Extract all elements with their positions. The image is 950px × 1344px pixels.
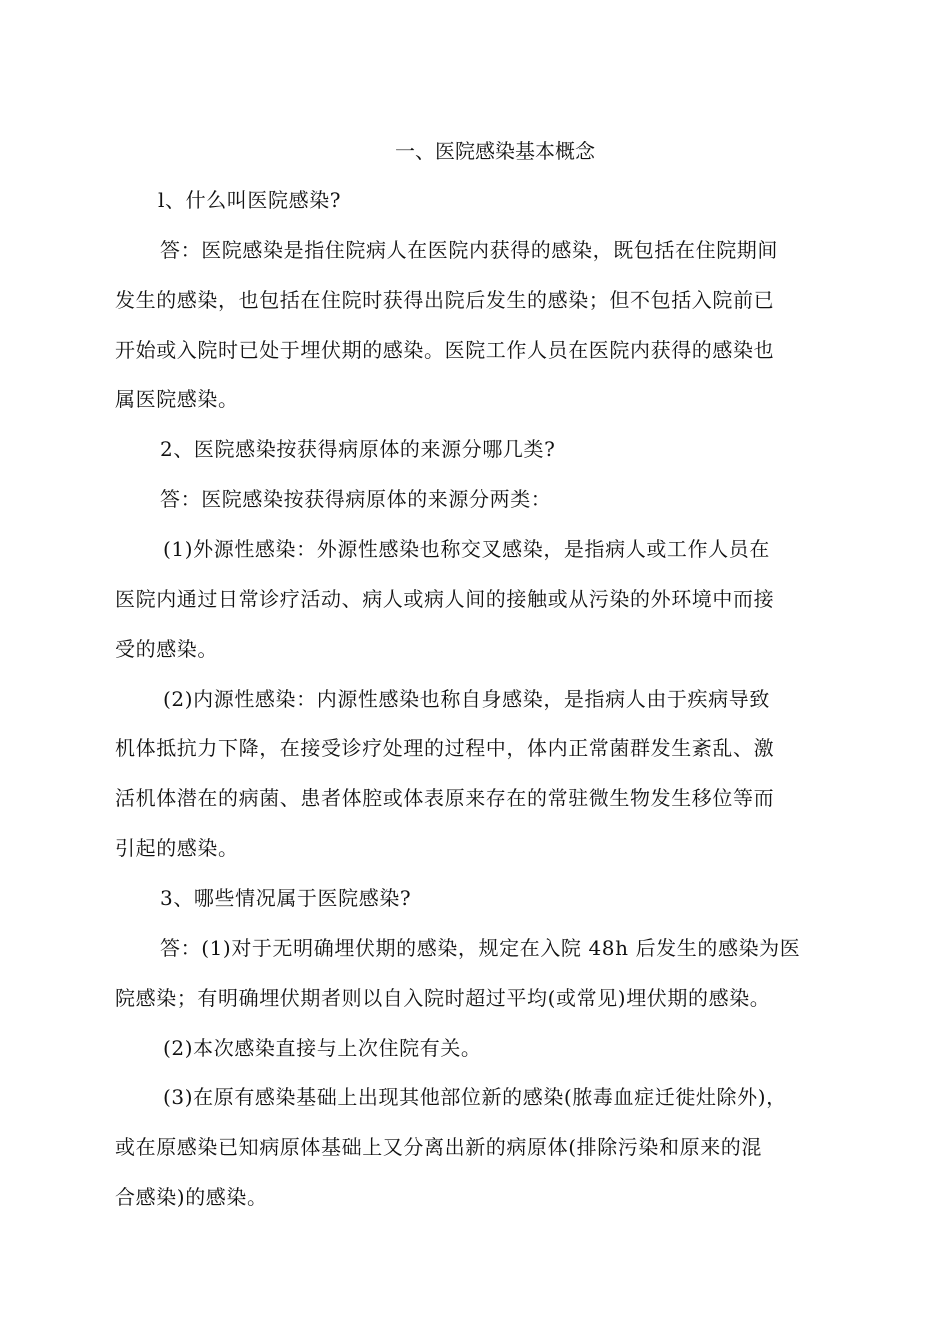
answer-2-item-2-line-3: 活机体潜在的病菌、患者体腔或体表原来存在的常驻微生物发生移位等而 bbox=[115, 786, 775, 810]
answer-2-line-1: 答：医院感染按获得病原体的来源分两类： bbox=[160, 487, 552, 511]
question-3: 3、哪些情况属于医院感染? bbox=[160, 886, 412, 910]
page-title: 一、医院感染基本概念 bbox=[395, 139, 595, 163]
answer-3-item-3-line-2: 或在原感染已知病原体基础上又分离出新的病原体(排除污染和原来的混 bbox=[115, 1135, 763, 1159]
answer-3-line-2: 院感染；有明确埋伏期者则以自入院时超过平均(或常见)埋伏期的感染。 bbox=[115, 986, 771, 1010]
question-1: l、什么叫医院感染? bbox=[158, 188, 342, 212]
answer-1-line-1: 答：医院感染是指住院病人在医院内获得的感染，既包括在住院期间 bbox=[160, 238, 778, 262]
answer-2-item-2-line-4: 引起的感染。 bbox=[115, 836, 239, 860]
answer-1-line-2: 发生的感染，也包括在住院时获得出院后发生的感染；但不包括入院前已 bbox=[115, 288, 775, 312]
answer-2-item-2-line-2: 机体抵抗力下降，在接受诊疗处理的过程中，体内正常菌群发生紊乱、激 bbox=[115, 736, 775, 760]
answer-3-line-1: 答：(1)对于无明确埋伏期的感染，规定在入院 48h 后发生的感染为医 bbox=[160, 936, 801, 960]
answer-2-item-2-line-1: (2)内源性感染：内源性感染也称自身感染，是指病人由于疾病导致 bbox=[163, 687, 770, 711]
answer-1-line-4: 属医院感染。 bbox=[115, 387, 239, 411]
answer-3-item-2: (2)本次感染直接与上次住院有关。 bbox=[163, 1036, 482, 1060]
answer-3-item-3-line-3: 合感染)的感染。 bbox=[115, 1185, 268, 1209]
answer-3-item-3-line-1: (3)在原有感染基础上出现其他部位新的感染(脓毒血症迁徙灶除外)， bbox=[163, 1085, 787, 1109]
answer-1-line-3: 开始或入院时已处于埋伏期的感染。医院工作人员在医院内获得的感染也 bbox=[115, 338, 775, 362]
answer-2-item-1-line-3: 受的感染。 bbox=[115, 637, 218, 661]
answer-2-item-1-line-2: 医院内通过日常诊疗活动、病人或病人间的接触或从污染的外环境中而接 bbox=[115, 587, 775, 611]
answer-2-item-1-line-1: (1)外源性感染：外源性感染也称交叉感染，是指病人或工作人员在 bbox=[163, 537, 770, 561]
question-2: 2、医院感染按获得病原体的来源分哪几类? bbox=[160, 437, 556, 461]
